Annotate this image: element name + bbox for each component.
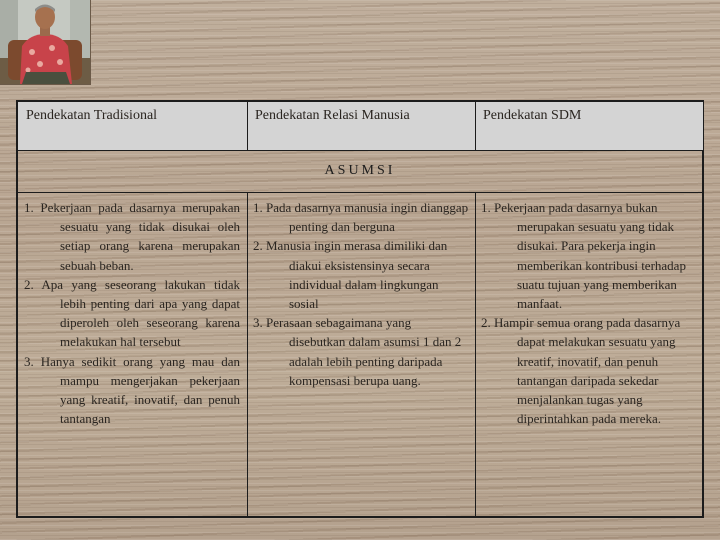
header-relasi-manusia: Pendekatan Relasi Manusia bbox=[255, 108, 410, 123]
column-sdm bbox=[481, 198, 699, 428]
asumsi-row bbox=[18, 150, 702, 192]
header-cell-sdm bbox=[475, 102, 703, 150]
row-divider bbox=[18, 192, 702, 193]
list-item: 1. Pekerjaan pada dasarnya bukan merupakan sesuatu yang tidak disukai. Para pekerja ingin memberikan kontribusi terhadap suatu tujuan yang memberikan manfaat. bbox=[481, 200, 686, 312]
presenter-photo-art bbox=[0, 0, 90, 84]
list-item: 3. Hanya sedikit orang yang mau dan mampu mengerjakan pekerjaan yang kreatif, inovatif, dan penuh tantangan bbox=[24, 353, 240, 427]
list-item: 2. Apa yang seseorang lakukan tidak lebih penting dari apa yang dapat diperoleh oleh seseorang karena melakukan hal tersebut bbox=[24, 276, 240, 350]
column-relasi-manusia bbox=[253, 198, 469, 390]
list-item: 2. Manusia ingin merasa dimiliki dan diakui eksistensinya secara individual dalam lingkungan sosial bbox=[253, 238, 448, 312]
col-divider bbox=[247, 102, 248, 150]
header-tradisional: Pendekatan Tradisional bbox=[26, 108, 158, 123]
comparison-table bbox=[16, 100, 704, 518]
list-item: 3. Perasaan sebagaimana yang disebutkan dalam asumsi 1 dan 2 adalah lebih penting daripada kompensasi berupa uang. bbox=[253, 315, 462, 388]
col-divider bbox=[247, 192, 248, 516]
header-cell-relasi-manusia bbox=[247, 102, 475, 150]
list-item: 1. Pekerjaan pada dasarnya merupakan sesuatu yang tidak disukai oleh setiap orang karena merupakan sebuah beban. bbox=[24, 200, 240, 273]
column-tradisional bbox=[24, 198, 240, 428]
header-sdm: Pendekatan SDM bbox=[483, 108, 582, 123]
row-divider bbox=[18, 150, 702, 151]
presenter-photo bbox=[0, 0, 91, 85]
asumsi-title: ASUMSI bbox=[324, 163, 396, 178]
header-cell-tradisional bbox=[18, 102, 247, 150]
col-divider bbox=[475, 192, 476, 516]
col-divider bbox=[475, 102, 476, 150]
list-item: 2. Hampir semua orang pada dasarnya dapat melakukan sesuatu yang kreatif, inovatif, dan penuh tantangan daripada sekedar menjalankan tugas yang diperintahkan pada mereka. bbox=[481, 315, 681, 427]
list-item: 1. Pada dasarnya manusia ingin dianggap penting dan berguna bbox=[253, 200, 469, 235]
